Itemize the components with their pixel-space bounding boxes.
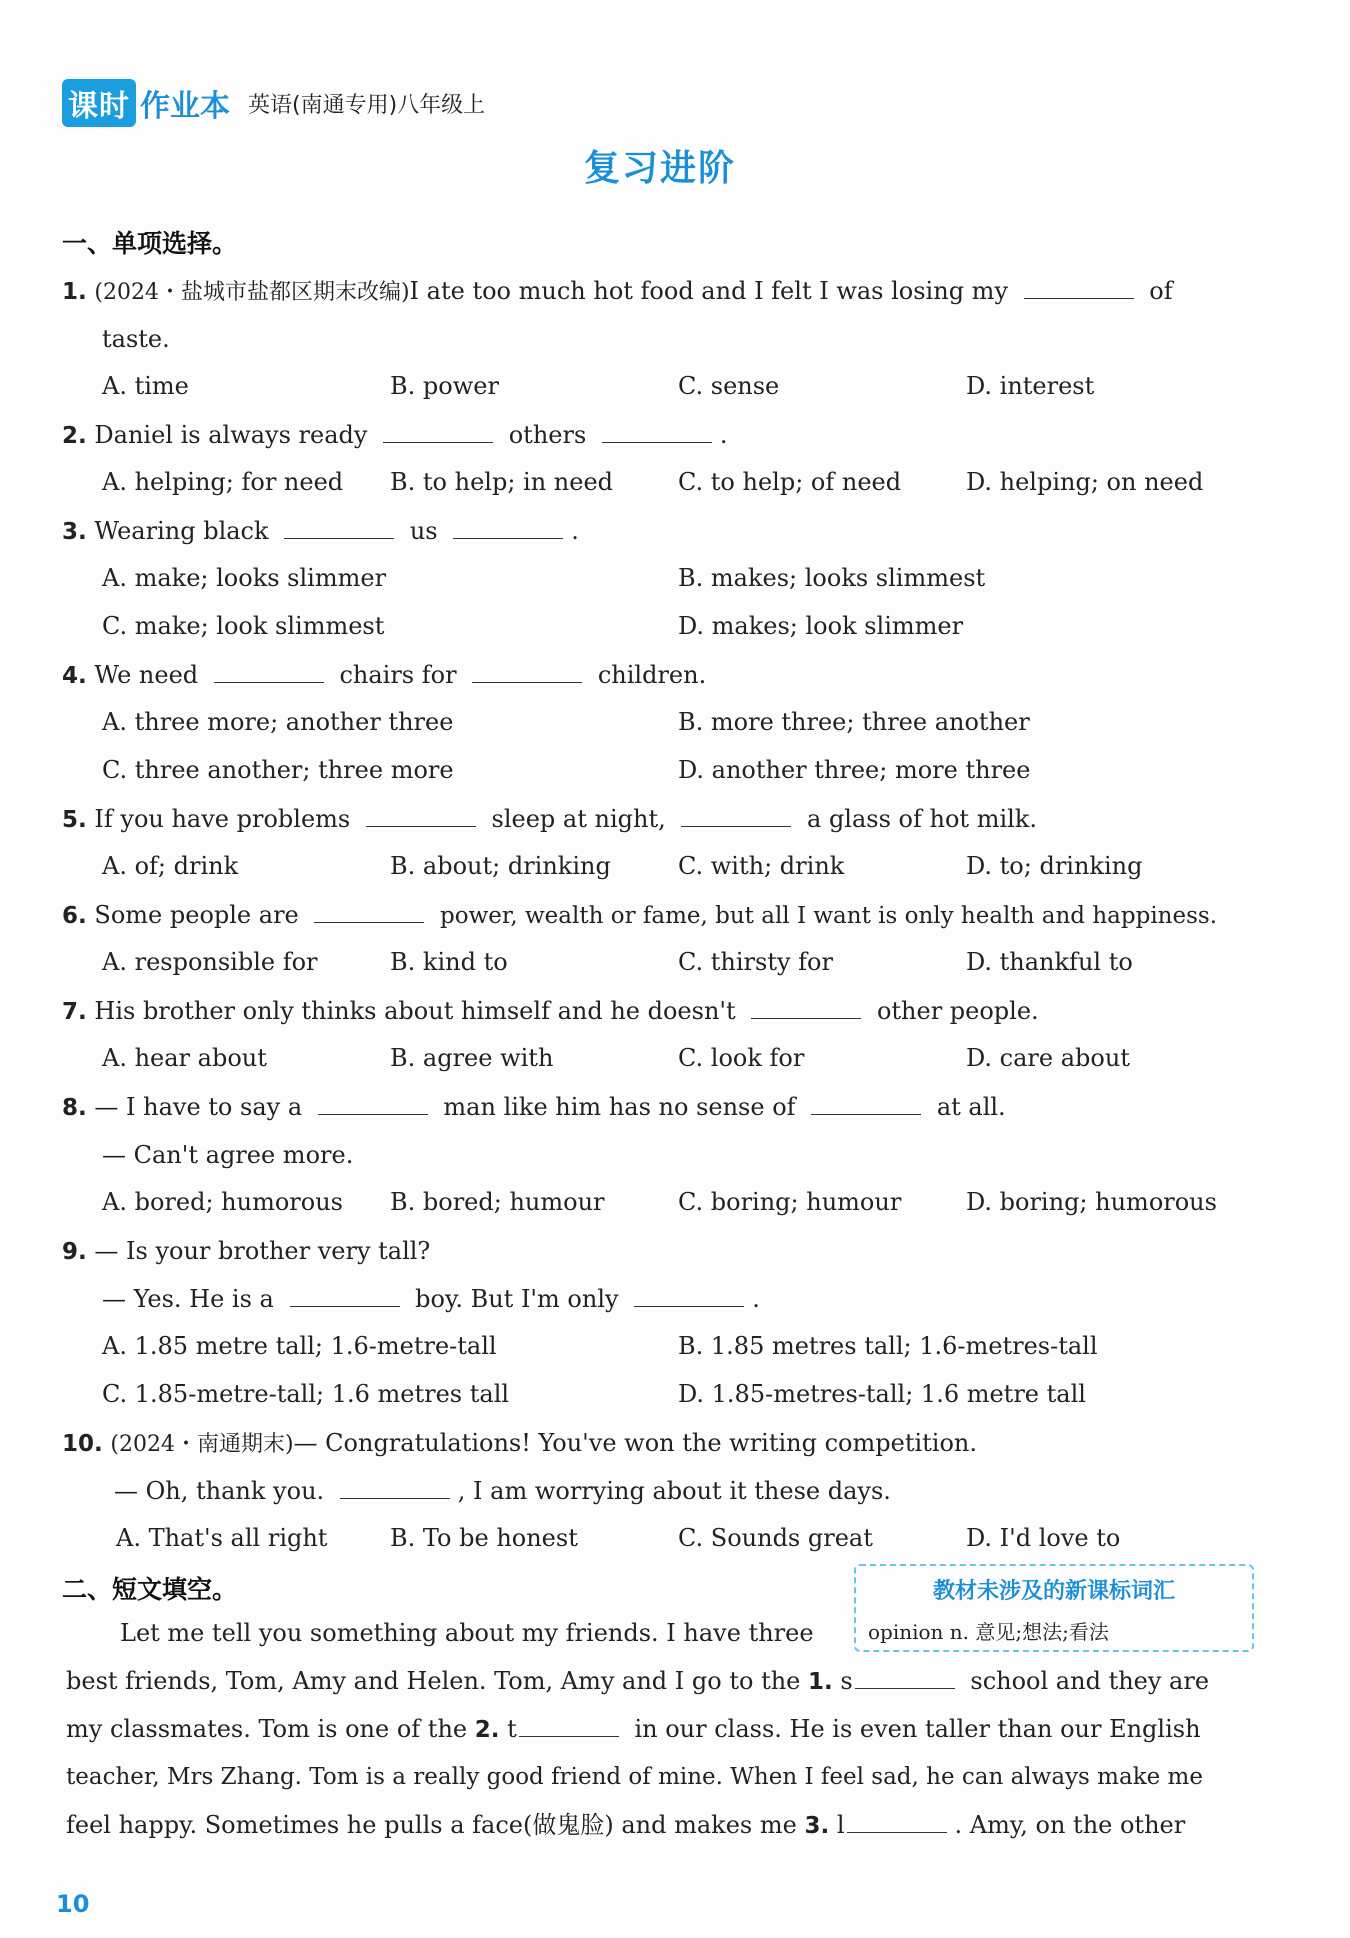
q3-text-2: us	[409, 517, 438, 545]
q8-option-a[interactable]: A. bored; humorous	[102, 1188, 343, 1216]
question-4	[62, 660, 706, 691]
q1-option-b[interactable]: B. power	[390, 372, 499, 400]
passage-line-3	[66, 1714, 1201, 1745]
q10-option-a[interactable]: A. That's all right	[116, 1524, 328, 1552]
question-1	[62, 276, 1173, 308]
blank-2-letter: t	[507, 1715, 517, 1743]
question-7	[62, 996, 1039, 1027]
q3-blank-2[interactable]	[453, 516, 563, 539]
q9-option-b[interactable]: B. 1.85 metres tall; 1.6-metres-tall	[678, 1332, 1098, 1360]
q9-blank-2[interactable]	[634, 1284, 744, 1307]
q5-option-c[interactable]: C. with; drink	[678, 852, 845, 880]
q5-option-d[interactable]: D. to; drinking	[966, 852, 1143, 880]
passage-blank-2[interactable]	[519, 1714, 619, 1737]
q5-option-a[interactable]: A. of; drink	[102, 852, 239, 880]
q1-option-a[interactable]: A. time	[102, 372, 189, 400]
passage-text-2: best friends, Tom, Amy and Helen. Tom, Amy and I go to the	[66, 1667, 801, 1695]
q6-option-c[interactable]: C. thirsty for	[678, 948, 833, 976]
q8-option-d[interactable]: D. boring; humorous	[966, 1188, 1217, 1216]
passage-line-4: teacher, Mrs Zhang. Tom is a really good friend of mine. When I feel sad, he can always make me	[66, 1764, 1203, 1790]
passage-text-5: feel happy. Sometimes he pulls a face(做鬼脸) and makes me	[66, 1811, 797, 1839]
q7-option-d[interactable]: D. care about	[966, 1044, 1130, 1072]
passage-blank-1[interactable]	[855, 1666, 955, 1689]
q9-option-a[interactable]: A. 1.85 metre tall; 1.6-metre-tall	[102, 1332, 497, 1360]
q8-text-2: man like him has no sense of	[443, 1093, 796, 1121]
q2-blank-2[interactable]	[602, 420, 712, 443]
passage-line-5	[66, 1810, 1185, 1841]
vocab-box-entry: opinion n. 意见;想法;看法	[868, 1620, 1109, 1644]
q8-text-3: at all.	[936, 1093, 1006, 1121]
q7-text-2: other people.	[876, 997, 1039, 1025]
q1-text: I ate too much hot food and I felt I was losing my	[409, 277, 1008, 305]
q10-reply-text-2: , I am worrying about it these days.	[457, 1477, 891, 1505]
q10-option-c[interactable]: C. Sounds great	[678, 1524, 873, 1552]
q4-text: We need	[94, 661, 199, 689]
q6-text: Some people are	[94, 901, 299, 929]
passage-line-1: Let me tell you something about my friends. I have three	[120, 1619, 814, 1647]
q5-text: If you have problems	[94, 805, 351, 833]
q1-blank[interactable]	[1024, 276, 1134, 299]
q3-option-d[interactable]: D. makes; look slimmer	[678, 612, 964, 640]
section1-heading: 一、单项选择。	[62, 229, 238, 258]
q10-source: (2024・南通期末)	[110, 1432, 294, 1457]
q3-blank-1[interactable]	[284, 516, 394, 539]
q8-text: — I have to say a	[94, 1093, 303, 1121]
q4-option-b[interactable]: B. more three; three another	[678, 708, 1030, 736]
q9-reply-text: — Yes. He is a	[102, 1285, 274, 1313]
q5-blank-2[interactable]	[681, 804, 791, 827]
q6-text-2: power, wealth or fame, but all I want is only health and happiness.	[440, 903, 1218, 929]
q1-number: 1.	[62, 279, 87, 305]
q7-option-c[interactable]: C. look for	[678, 1044, 805, 1072]
q10-blank[interactable]	[340, 1476, 450, 1499]
q9-number: 9.	[62, 1239, 87, 1265]
q2-blank-1[interactable]	[383, 420, 493, 443]
q4-text-3: children.	[597, 661, 707, 689]
q1-option-c[interactable]: C. sense	[678, 372, 780, 400]
q2-number: 2.	[62, 423, 87, 449]
q5-option-b[interactable]: B. about; drinking	[390, 852, 611, 880]
q4-option-a[interactable]: A. three more; another three	[102, 708, 454, 736]
q5-number: 5.	[62, 807, 87, 833]
header-subtitle: 英语(南通专用)八年级上	[248, 92, 486, 118]
q2-period: .	[719, 421, 728, 449]
q4-option-d[interactable]: D. another three; more three	[678, 756, 1031, 784]
q7-option-b[interactable]: B. agree with	[390, 1044, 554, 1072]
passage-blank-3[interactable]	[847, 1810, 947, 1833]
q5-text-2: sleep at night,	[491, 805, 666, 833]
logo-keshi: 课时	[62, 79, 136, 127]
question-10	[62, 1428, 977, 1460]
q3-number: 3.	[62, 519, 87, 545]
q7-blank[interactable]	[751, 996, 861, 1019]
q1-text-2: of	[1149, 277, 1173, 305]
q9-reply	[102, 1284, 760, 1314]
page-number: 10	[56, 1890, 90, 1918]
section2-heading: 二、短文填空。	[62, 1575, 238, 1604]
q10-text: — Congratulations! You've won the writing competition.	[293, 1429, 978, 1457]
q4-text-2: chairs for	[339, 661, 457, 689]
q9-period: .	[752, 1285, 760, 1313]
blank-1-number: 1.	[808, 1669, 833, 1695]
passage-text-3b: in our class. He is even taller than our English	[634, 1715, 1201, 1743]
q8-option-b[interactable]: B. bored; humour	[390, 1188, 605, 1216]
q3-text: Wearing black	[94, 517, 269, 545]
q1-option-d[interactable]: D. interest	[966, 372, 1095, 400]
blank-1-letter: s	[840, 1667, 853, 1695]
q6-option-d[interactable]: D. thankful to	[966, 948, 1133, 976]
blank-3-letter: l	[836, 1811, 845, 1839]
question-9	[62, 1236, 430, 1267]
q1-source: (2024・盐城市盐都区期末改编)	[94, 280, 410, 305]
q2-option-b[interactable]: B. to help; in need	[390, 468, 614, 496]
q6-blank[interactable]	[314, 900, 424, 923]
question-3	[62, 516, 579, 547]
q7-text: His brother only thinks about himself and he doesn't	[94, 997, 736, 1025]
page-title: 复习进阶	[583, 148, 736, 189]
q10-reply	[114, 1476, 891, 1506]
q4-option-c[interactable]: C. three another; three more	[102, 756, 454, 784]
vocab-box	[854, 1564, 1254, 1652]
passage-text-3: my classmates. Tom is one of the	[66, 1715, 468, 1743]
q2-option-c[interactable]: C. to help; of need	[678, 468, 902, 496]
q10-number: 10.	[62, 1431, 103, 1457]
q4-blank-1[interactable]	[214, 660, 324, 683]
q1-continued: taste.	[102, 325, 170, 353]
q3-period: .	[571, 517, 579, 545]
q9-reply-text-2: boy. But I'm only	[415, 1285, 619, 1313]
question-2	[62, 420, 728, 451]
blank-2-number: 2.	[474, 1717, 500, 1743]
passage-text-5b: . Amy, on the other	[954, 1811, 1186, 1839]
question-5	[62, 804, 1037, 835]
logo-zuoyeben: 作业本	[140, 89, 230, 124]
q7-option-a[interactable]: A. hear about	[102, 1044, 267, 1072]
q4-number: 4.	[62, 663, 87, 689]
q8-number: 8.	[62, 1095, 87, 1121]
page-header	[62, 78, 485, 128]
q3-option-a[interactable]: A. make; looks slimmer	[102, 564, 387, 592]
q7-number: 7.	[62, 999, 87, 1025]
q5-blank-1[interactable]	[366, 804, 476, 827]
brand-logo	[62, 79, 230, 127]
q3-option-c[interactable]: C. make; look slimmest	[102, 612, 385, 640]
q3-option-b[interactable]: B. makes; looks slimmest	[678, 564, 986, 592]
q8-blank-1[interactable]	[318, 1092, 428, 1115]
q9-option-d[interactable]: D. 1.85-metres-tall; 1.6 metre tall	[678, 1380, 1086, 1408]
q9-option-c[interactable]: C. 1.85-metre-tall; 1.6 metres tall	[102, 1380, 510, 1408]
q5-text-3: a glass of hot milk.	[807, 805, 1037, 833]
blank-3-number: 3.	[804, 1813, 830, 1839]
q2-option-d[interactable]: D. helping; on need	[966, 468, 1204, 496]
q6-option-b[interactable]: B. kind to	[390, 948, 508, 976]
passage-line-2	[66, 1666, 1209, 1697]
q10-reply-text: — Oh, thank you.	[114, 1477, 325, 1505]
q6-number: 6.	[62, 903, 87, 929]
q2-option-a[interactable]: A. helping; for need	[102, 468, 344, 496]
q9-blank-1[interactable]	[290, 1284, 400, 1307]
vocab-box-title: 教材未涉及的新课标词汇	[932, 1579, 1175, 1604]
q10-option-b[interactable]: B. To be honest	[390, 1524, 578, 1552]
q2-text-2: others	[508, 421, 587, 449]
q8-reply: — Can't agree more.	[102, 1141, 354, 1169]
q4-blank-2[interactable]	[472, 660, 582, 683]
q2-text: Daniel is always ready	[94, 421, 368, 449]
q10-option-d[interactable]: D. I'd love to	[966, 1524, 1121, 1552]
q9-text: — Is your brother very tall?	[94, 1237, 431, 1265]
q8-option-c[interactable]: C. boring; humour	[678, 1188, 902, 1216]
question-8	[62, 1092, 1006, 1123]
passage-text-2b: school and they are	[970, 1667, 1210, 1695]
question-6	[62, 900, 1217, 931]
q6-option-a[interactable]: A. responsible for	[102, 948, 318, 976]
q8-blank-2[interactable]	[811, 1092, 921, 1115]
